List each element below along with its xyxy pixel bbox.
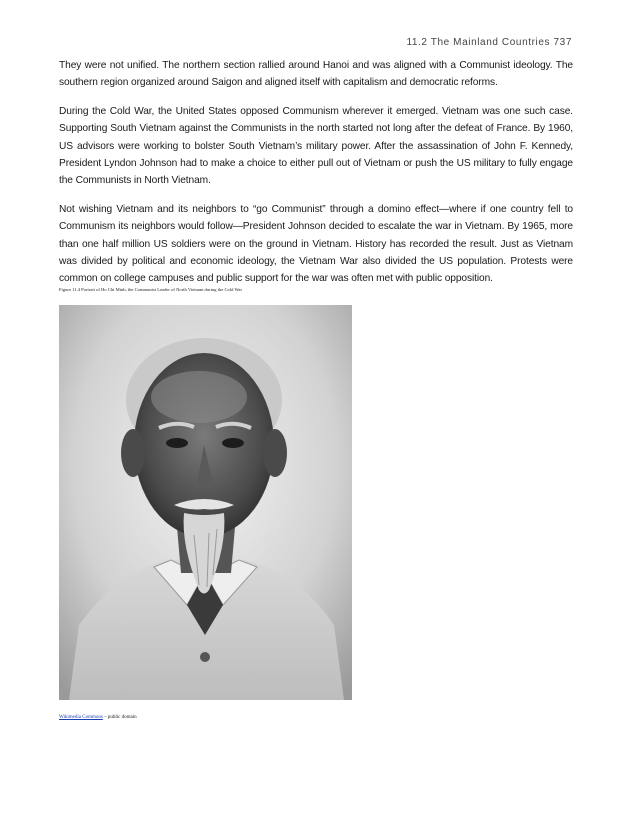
- paragraph: They were not unified. The northern section rallied around Hanoi and was aligned with a Communist ideology. The southern region organized around Saigon and aligned itself with capitalism and democratic reforms.: [59, 60, 573, 89]
- running-header: 11.2 The Mainland Countries 737: [406, 37, 572, 48]
- portrait-photo: [59, 305, 352, 700]
- paragraph: Not wishing Vietnam and its neighbors to “go Communist” through a domino effect—where if one country fell to Communism its neighbors would follow—President Johnson decided to escalate the war in Vietnam. By 1965, more than one half million US soldiers were on the ground in Vietnam. History has recorded the result. Just as Vietnam was divided by political and economic ideology, the Vietnam War also divided the US population. Protests were common on college campuses and public support for the war was often met with public opposition.: [59, 203, 573, 285]
- paragraph: During the Cold War, the United States opposed Communism wherever it emerged. Vietnam was one such case. Supporting South Vietnam against the Communists in the north started not long after the defeat of France. By 1960, US advisors were working to bolster South Vietnam’s military power. After the assassination of John F. Kennedy, President Lyndon Johnson had to make a choice to either pull out of Vietnam or push the US military to fully engage the Communists in North Vietnam.: [59, 105, 573, 187]
- photo-credit: [59, 715, 137, 720]
- credit-license: – public domain: [102, 715, 137, 720]
- figure-caption: Figure 11.4 Portrait of Ho Chi Minh, the Communist Leader of North Vietnam during the Cold War: [59, 287, 242, 292]
- wikimedia-commons-link[interactable]: Wikimedia Commons: [59, 715, 103, 720]
- body-text: [59, 57, 573, 299]
